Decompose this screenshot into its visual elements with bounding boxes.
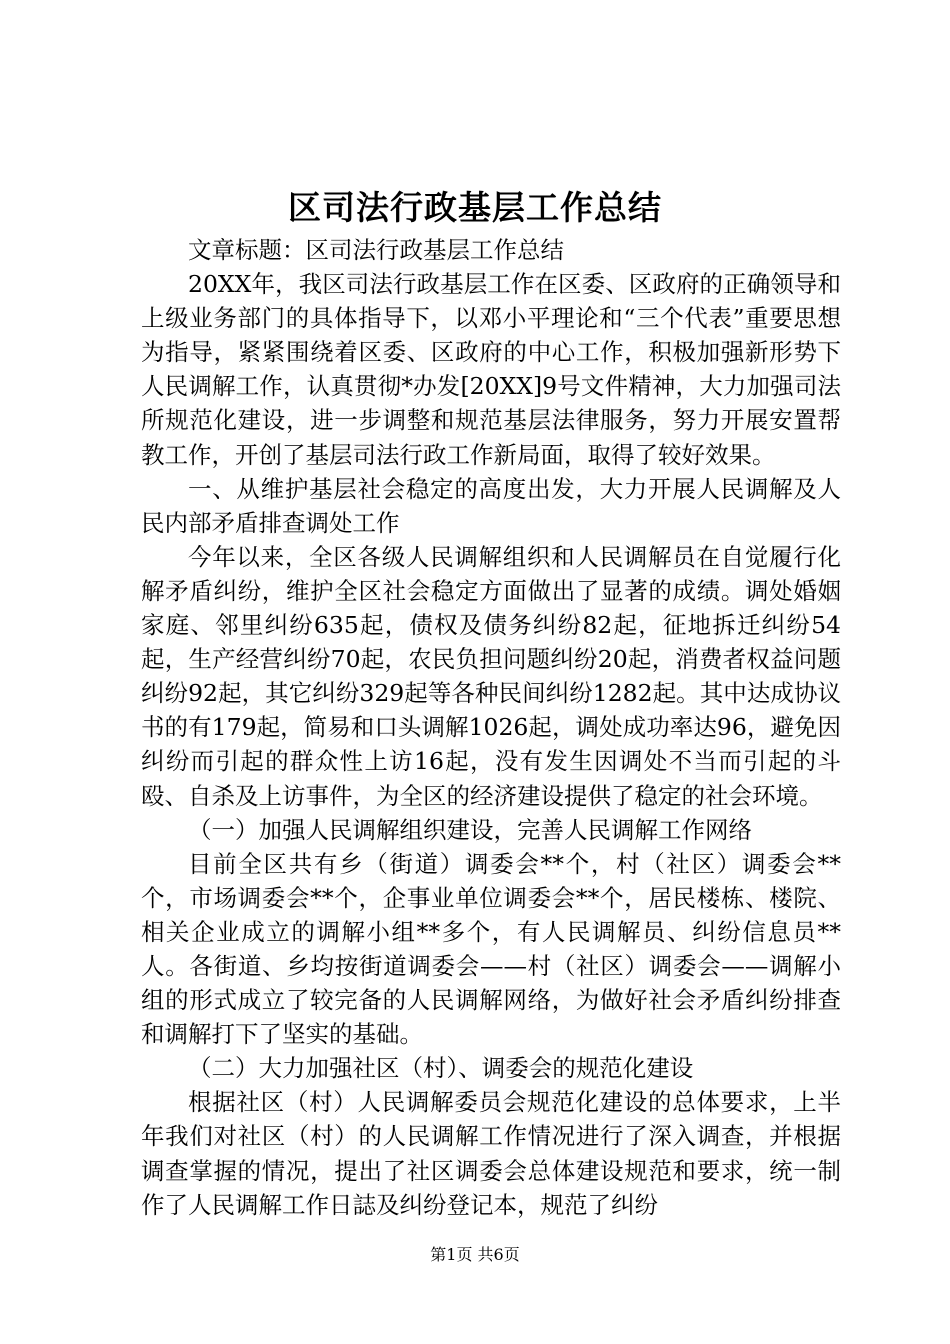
page-number-footer: 第1页 共6页 xyxy=(430,1245,520,1264)
subsection-2-paragraph: 根据社区（村）人民调解委员会规范化建设的总体要求，上半年我们对社区（村）的人民调解工作情况进行了深入调查，并根据调查掌握的情况，提出了社区调委会总体建设规范和要求，统一制作了人民调解工作日誌及纠纷登记本，规范了纠纷 xyxy=(141,1088,841,1219)
intro-paragraph: 20XX年，我区司法行政基层工作在区委、区政府的正确领导和上级业务部门的具体指导下，以邓小平理论和“三个代表”重要思想为指导，紧紧围绕着区委、区政府的中心工作，积极加强新形势下人民调解工作，认真贯彻*办发[20XX]9号文件精神，大力加强司法所规范化建设，进一步调整和规范基层法律服务，努力开展安置帮教工作，开创了基层司法行政工作新局面，取得了较好效果。 xyxy=(141,270,841,469)
document-body xyxy=(141,233,841,1222)
section-1-paragraph: 今年以来，全区各级人民调解组织和人民调解员在自觉履行化解矛盾纠纷，维护全区社会稳定方面做出了显著的成绩。调处婚姻家庭、邻里纠纷635起，债权及债务纠纷82起，征地拆迁纠纷54起，生产经营纠纷70起，农民负担问题纠纷20起，消费者权益问题纠纷92起，其它纠纷329起等各种民间纠纷1282起。其中达成协议书的有179起，简易和口头调解1026起，调处成功率达96，避免因纠纷而引起的群众性上访16起，没有发生因调处不当而引起的斗殴、自杀及上访事件，为全区的经济建设提供了稳定的社会环境。 xyxy=(141,542,841,810)
subsection-heading-1: （一）加强人民调解组织建设，完善人民调解工作网络 xyxy=(188,815,752,844)
document-title: 区司法行政基层工作总结 xyxy=(288,188,662,227)
subsection-1-paragraph: 目前全区共有乡（街道）调委会**个，村（社区）调委会**个，市场调委会**个，企事业单位调委会**个，居民楼栋、楼院、相关企业成立的调解小组**多个，有人民调解员、纠纷信息员**人。各街道、乡均按街道调委会——村（社区）调委会——调解小组的形式成立了较完备的人民调解网络，为做好社会矛盾纠纷排查和调解打下了坚实的基础。 xyxy=(141,849,841,1049)
subsection-heading-2: （二）大力加强社区（村）、调委会的规范化建设 xyxy=(188,1054,694,1083)
section-heading-1: 一、从维护基层社会稳定的高度出发，大力开展人民调解及人民内部矛盾排查调处工作 xyxy=(141,474,841,537)
article-title-line: 文章标题：区司法行政基层工作总结 xyxy=(188,236,564,264)
